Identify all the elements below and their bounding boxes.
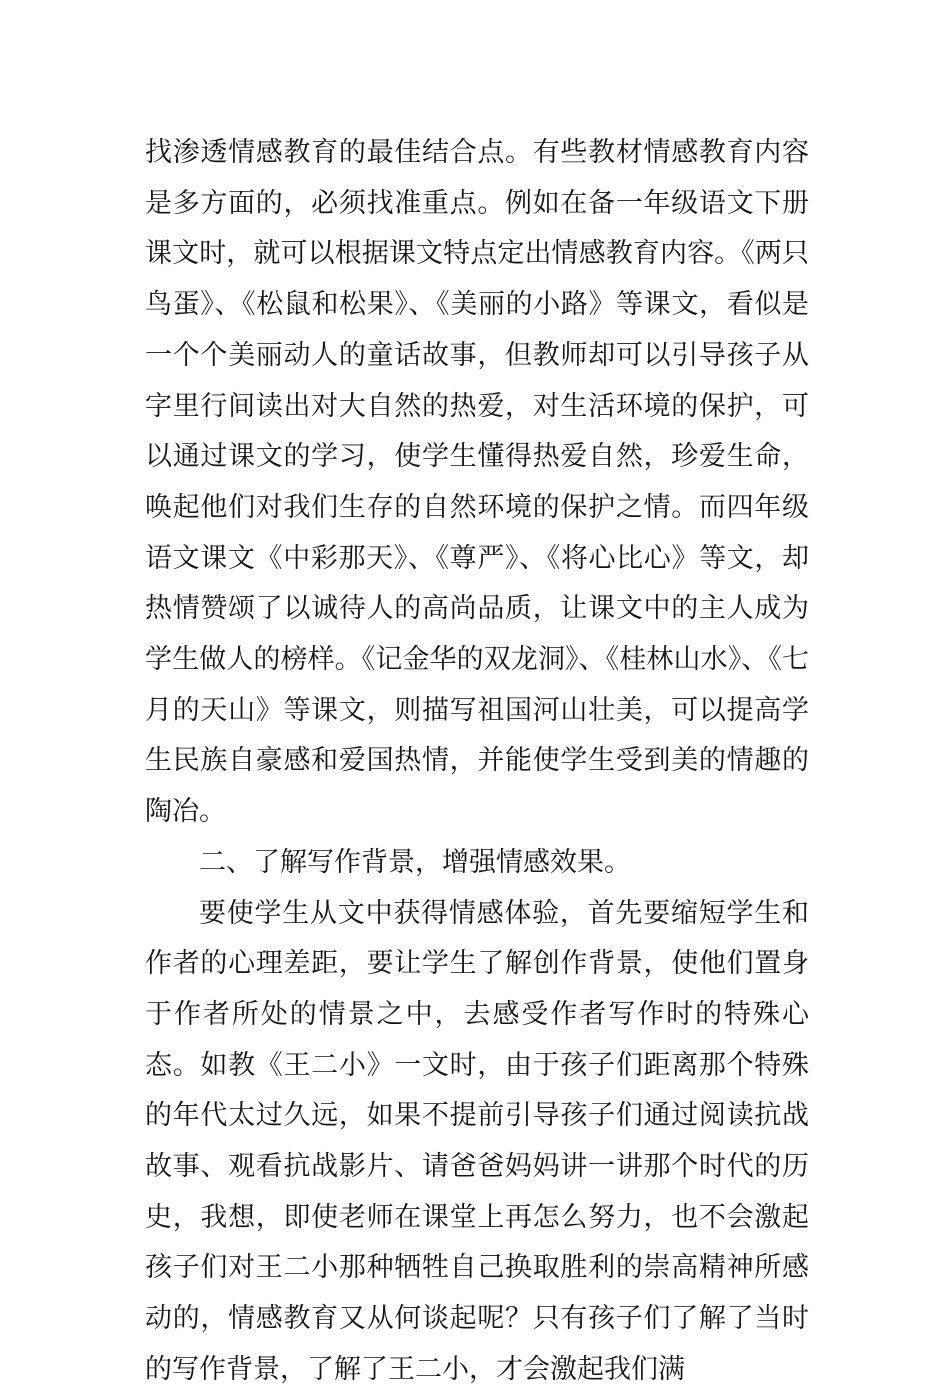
section-heading: 二、了解写作背景，增强情感效果。 — [199, 846, 631, 878]
paragraph-continuation: 找渗透情感教育的最佳结合点。有些教材情感教育内容是多方面的，必须找准重点。例如在备一年级语文下册课文时，就可以根据课文特点定出情感教育内容。《两只鸟蛋》、《松鼠和松果》、《美丽的小路》等课文，看似是一个个美丽动人的童话故事，但教师却可以引导孩子从字里行间读出对大自然的热爱，对生活环境的保护，可以通过课文的学习，使学生懂得热爱自然，珍爱生命，唤起他们对我们生存的自然环境的保护之情。而四年级语文课文《中彩那天》、《尊严》、《将心比心》等文，却热情赞颂了以诚待人的高尚品质，让课文中的主人成为学生做人的榜样。《记金华的双龙洞》、《桂林山水》、《七月的天山》等课文，则描写祖国河山壮美，可以提高学生民族自豪感和爱国热情，并能使学生受到美的情趣的陶冶。 — [145, 137, 809, 828]
paragraph-body: 要使学生从文中获得情感体验，首先要缩短学生和作者的心理差距，要让学生了解创作背景，使他们置身于作者所处的情景之中，去感受作者写作时的特殊心态。如教《王二小》一文时，由于孩子们距离那个特殊的年代太过久远，如果不提前引导孩子们通过阅读抗战故事、观看抗战影片、请爸爸妈妈讲一讲那个时代的历史，我想，即使老师在课堂上再怎么努力，也不会激起孩子们对王二小那种牺牲自己换取胜利的崇高精神所感动的，情感教育又从何谈起呢？只有孩子们了解了当时的写作背景，了解了王二小，才会激起我们满 — [145, 897, 809, 1385]
document-body — [145, 128, 809, 1396]
